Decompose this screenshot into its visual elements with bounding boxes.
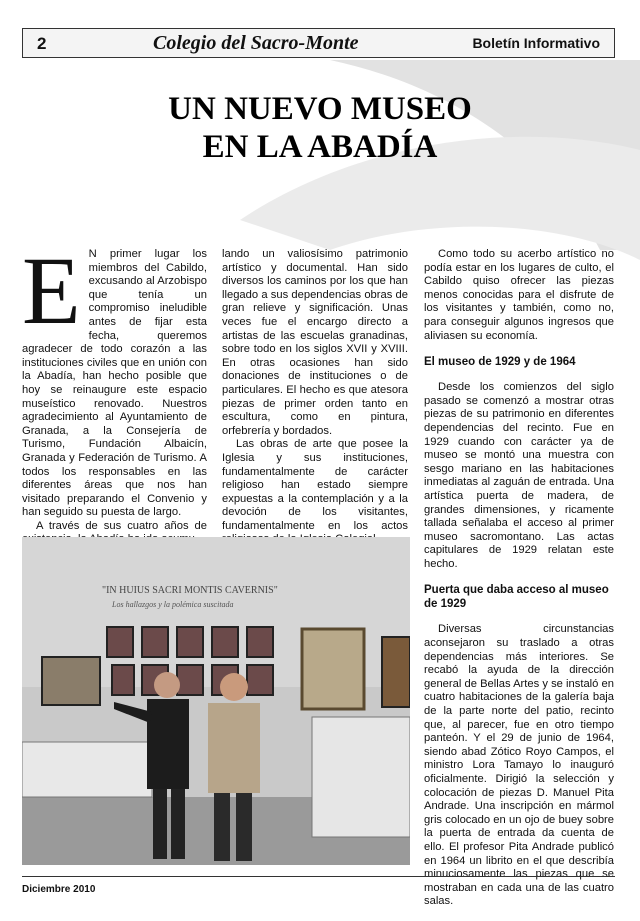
school-name: Colegio del Sacro-Monte: [153, 32, 359, 54]
footer-divider: [22, 876, 615, 877]
col2-paragraph-2: Las obras de arte que posee la Iglesia y sus instituciones, fundamentalmente de carácter religioso han estado siempre expuestas a la contemplación y a la devoción de los visitantes, fundamentalmente en los actos: [222, 438, 408, 532]
section-heading-1: El museo de 1929 y de 1964: [424, 356, 576, 369]
title-line-1: UN NUEVO MUSEO: [168, 91, 472, 127]
photo-wall-title: "IN HUIUS SACRI MONTIS CAVERNIS": [102, 585, 278, 596]
column-2: [222, 248, 408, 547]
framed-manuscript: [302, 629, 364, 709]
section-heading-2: Puerta que daba acceso al museo de 1929: [424, 584, 609, 611]
display-case-right: [312, 717, 410, 837]
framed-painting: [382, 637, 410, 707]
photo-wall-subtitle: Los hallazgos y la polémica suscitada: [112, 600, 234, 609]
bulletin-name: Boletín Informativo: [472, 35, 600, 51]
museum-photo-illustration: [22, 537, 410, 865]
title-line-2: EN LA ABADÍA: [202, 129, 438, 165]
col1-paragraph-1: N primer lugar los miembros del Cabildo, excusando al Arzobispo que tenía un compromiso ineludible antes de fijar esta fecha, queremos agradecer de todo corazón a las instituciones civiles que en unión con la Abadía, han hecho posible que hoy se reinaugure este espacio museístico renovado. Nuestros agradecimiento al Ayuntamiento de Granada, a la Consejería de Turismo, Fundación Albaicín, Granada y Federación de Turismo. A todos los responsables en las diferentes áreas que nos han visitado preparando el Convenio y han seguido su puesta de largo.: [22, 248, 207, 519]
page-number: 2: [37, 34, 47, 53]
museum-photo: [22, 537, 410, 865]
article-title: [120, 90, 520, 166]
col3-paragraph-2: Desde los comienzos del siglo pasado se comenzó a mostrar otras piezas de su patrimonio en diferentes dependencias del recinto. Fue en 1929 cuando con carácter ya de museo se montó una muestra con sesgo mariano en las habitaciones inmediatas al zaguán de entrada. Una artística puerta de madera, de grandes dimensiones, y ricamente tallada señalaba el acceso al primer museo sacromontano. Las actas capitulares de 1929 relatan este hecho.: [424, 381, 614, 570]
column-1: [22, 237, 207, 547]
page-header: [22, 28, 615, 58]
col3-paragraph-1: Como todo su acerbo artístico no podía estar en los lugares de culto, el Cabildo quiso ofrecer las piezas menos conocidas para el disfrute de los visitantes y también, como no, para conseguir algunos ingresos que aliviasen su economía.: [424, 248, 614, 342]
col3-paragraph-3: Diversas circunstancias aconsejaron su traslado a otras dependencias más interiores. Se recabó la ayuda de la dirección general de Bellas Artes y se instaló en cuatro habitaciones de la galería baja de la parte norte del patio, recinto que, al parecer, fue en otro tiempo panteón. Y el 29 de junio de 1964, siendo abad Zótico Royo Campos, el ministro Lora Tamayo lo inauguró oficialmente. Dirigió la selección y colocación de piezas D. Manuel Pita Andrade. Una inscripción en mármol gris colocado en un ojo de buey sobre la puerta de entrada da cuenta de ello. El profesor Pita Andrade publicó en 1964 un librito en el que describía minuciosamente las piezas que se mostraban en cada una de las cuatro salas.: [424, 623, 614, 908]
col2-paragraph-1: lando un valiosísimo patrimonio artístico y documental. Han sido diversos los caminos por los que han llegado a sus dependencias obras de gran relieve y significación. Unas veces fue el encargo directo a artistas de las escuelas granadinas, sobre todo en los siglos XVII y XVIII. En otras ocasiones han sido donaciones de instituciones o de particulares. El hecho es que atesora piezas de primer orden tanto en escultura, como en pintura, orfebrería y bordados.: [222, 248, 408, 437]
drop-cap: E: [22, 237, 81, 344]
footer-date: Diciembre 2010: [22, 884, 96, 895]
col1-paragraph-2: A través de sus cuatro años de: [36, 519, 207, 532]
column-3: [424, 248, 614, 909]
display-case-left: [22, 742, 152, 797]
framed-map: [42, 657, 100, 705]
